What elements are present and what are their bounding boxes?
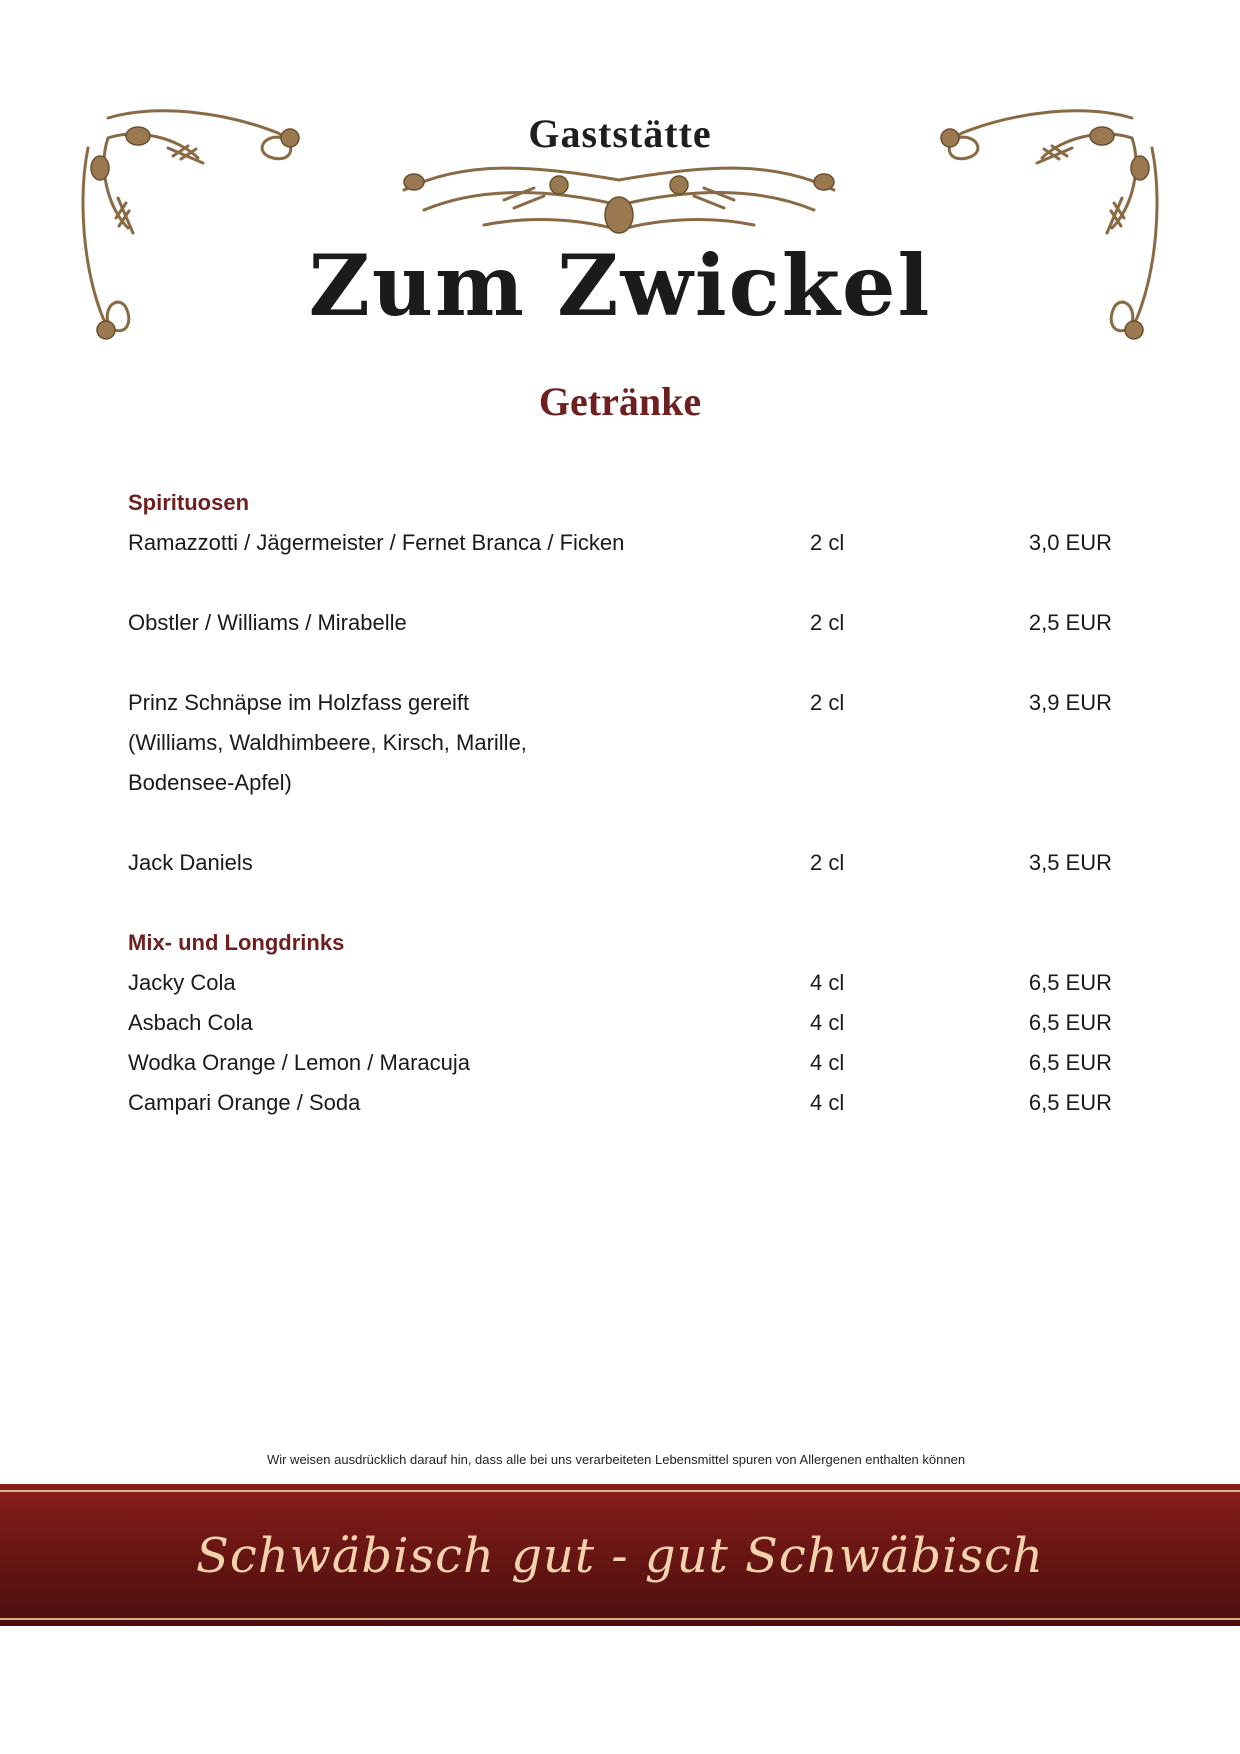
item-name: Jack Daniels bbox=[128, 850, 253, 875]
banner-top-rule bbox=[0, 1490, 1240, 1492]
item-name: Wodka Orange / Lemon / Maracuja bbox=[128, 1050, 470, 1075]
item-price: 3,9 EUR bbox=[1028, 690, 1112, 715]
item-name: Ramazzotti / Jägermeister / Fernet Branca / Ficken bbox=[128, 530, 625, 555]
item-quantity: 2 cl bbox=[810, 610, 845, 635]
slogan: Schwäbisch gut - gut Schwäbisch bbox=[196, 1528, 1044, 1584]
item-price: 6,5 EUR bbox=[1028, 1050, 1112, 1075]
item-note: Bodensee-Apfel) bbox=[128, 770, 292, 795]
menu-subtitle: Getränke bbox=[538, 379, 702, 424]
section-title-spirits: Spirituosen bbox=[128, 490, 250, 515]
menu-row bbox=[128, 530, 1112, 566]
item-price: 2,5 EUR bbox=[1028, 610, 1112, 635]
item-quantity: 2 cl bbox=[810, 850, 845, 875]
item-quantity: 4 cl bbox=[810, 1050, 845, 1075]
item-quantity: 4 cl bbox=[810, 1010, 845, 1035]
item-name: Obstler / Williams / Mirabelle bbox=[128, 610, 407, 635]
item-quantity: 4 cl bbox=[810, 970, 845, 995]
item-price: 6,5 EUR bbox=[1028, 1010, 1112, 1035]
menu-row bbox=[128, 850, 1112, 886]
banner-bottom-rule bbox=[0, 1618, 1240, 1620]
menu-row bbox=[128, 610, 1112, 646]
item-quantity: 2 cl bbox=[810, 690, 845, 715]
allergen-note: Wir weisen ausdrücklich darauf hin, dass alle bei uns verarbeiteten Lebensmittel spuren von Allergenen enthalten können bbox=[266, 1452, 966, 1467]
menu-row bbox=[128, 1090, 1112, 1126]
restaurant-name: Zum Zwickel bbox=[308, 236, 932, 335]
menu-row bbox=[128, 690, 1112, 726]
item-name: Asbach Cola bbox=[128, 1010, 253, 1035]
item-name: Prinz Schnäpse im Holzfass gereift bbox=[128, 690, 470, 715]
item-note: (Williams, Waldhimbeere, Kirsch, Marille, bbox=[128, 730, 527, 755]
item-price: 6,5 EUR bbox=[1028, 1090, 1112, 1115]
menu-row bbox=[128, 1010, 1112, 1046]
menu-row bbox=[128, 970, 1112, 1006]
section-title-mixdrinks: Mix- und Longdrinks bbox=[128, 930, 345, 955]
item-price: 3,5 EUR bbox=[1028, 850, 1112, 875]
item-quantity: 4 cl bbox=[810, 1090, 845, 1115]
item-name: Campari Orange / Soda bbox=[128, 1090, 361, 1115]
footer-banner bbox=[0, 1484, 1240, 1626]
menu-row bbox=[128, 1050, 1112, 1086]
restaurant-pre-title: Gaststätte bbox=[528, 111, 712, 156]
item-name: Jacky Cola bbox=[128, 970, 236, 995]
item-quantity: 2 cl bbox=[810, 530, 845, 555]
item-price: 6,5 EUR bbox=[1028, 970, 1112, 995]
item-price: 3,0 EUR bbox=[1028, 530, 1112, 555]
